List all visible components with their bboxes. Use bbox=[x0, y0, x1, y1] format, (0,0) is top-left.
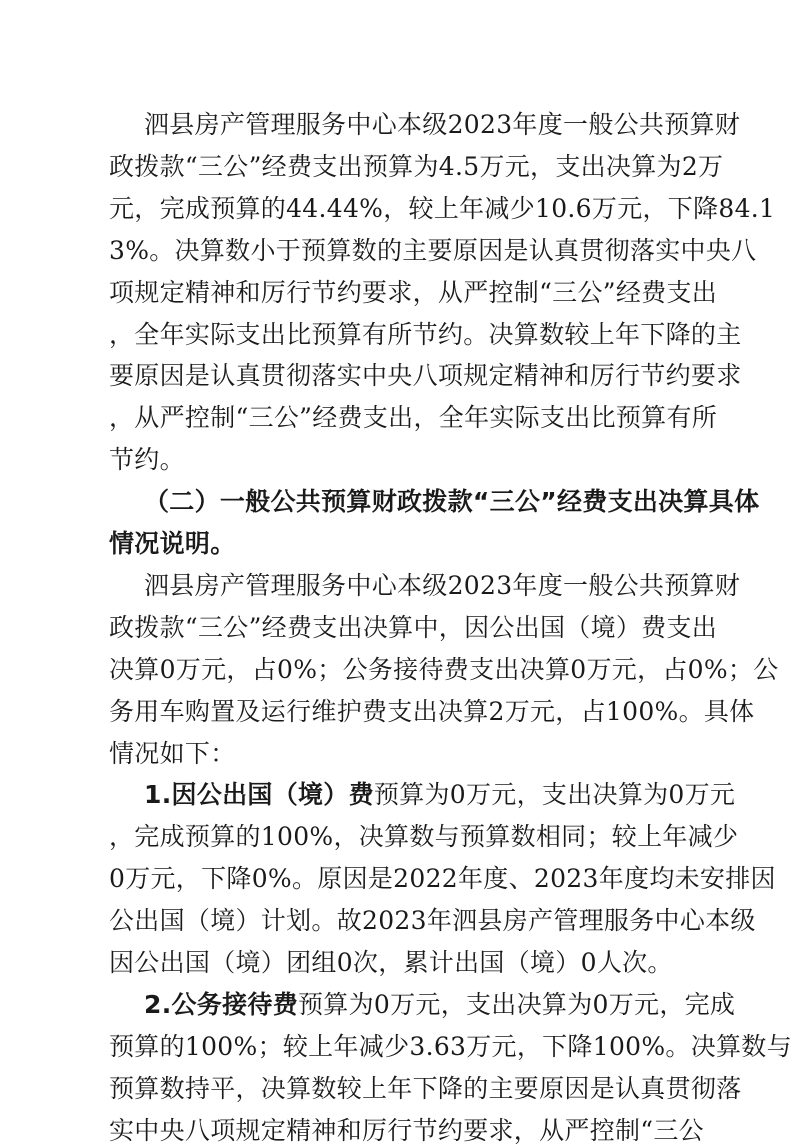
paragraph-line: 预算数持平，决算数较上年下降的主要原因是认真贯彻落 bbox=[109, 1074, 742, 1103]
paragraph-line: 泗县房产管理服务中心本级2023年度一般公共预算财 bbox=[144, 110, 741, 139]
item-text: 预算为0万元，支出决算为0万元，完成 bbox=[298, 990, 736, 1019]
paragraph-line: 要原因是认真贯彻落实中央八项规定精神和厉行节约要求 bbox=[109, 361, 742, 390]
paragraph-line: 决算0万元，占0%；公务接待费支出决算0万元，占0%；公 bbox=[109, 655, 779, 684]
paragraph-line: 因公出国（境）团组0次，累计出国（境）0人次。 bbox=[109, 948, 673, 977]
paragraph-line: 0万元，下降0%。原因是2022年度、2023年度均未安排因 bbox=[109, 864, 776, 893]
paragraph-line: 政拨款“三公”经费支出预算为4.5万元，支出决算为2万 bbox=[109, 152, 724, 181]
paragraph-line bbox=[144, 780, 735, 810]
section-heading: （二）一般公共预算财政拨款“三公”经费支出决算具体 bbox=[144, 487, 760, 516]
paragraph-line: ，完成预算的100%，决算数与预算数相同；较上年减少 bbox=[109, 822, 739, 851]
paragraph-line: 泗县房产管理服务中心本级2023年度一般公共预算财 bbox=[144, 571, 741, 600]
paragraph-line: ，从严控制“三公”经费支出，全年实际支出比预算有所 bbox=[109, 403, 718, 432]
item-heading: 2.公务接待费 bbox=[144, 990, 298, 1019]
paragraph-line: 政拨款“三公”经费支出决算中，因公出国（境）费支出 bbox=[109, 613, 718, 642]
paragraph-line: 3%。决算数小于预算数的主要原因是认真贯彻落实中央八 bbox=[109, 236, 757, 265]
paragraph-line: 公出国（境）计划。故2023年泗县房产管理服务中心本级 bbox=[109, 906, 756, 935]
paragraph-line: 节约。 bbox=[109, 445, 185, 474]
paragraph-line: 务用车购置及运行维护费支出决算2万元，占100%。具体 bbox=[109, 697, 755, 726]
paragraph-line: 情况如下： bbox=[109, 739, 236, 768]
item-text: 预算为0万元，支出决算为0万元 bbox=[373, 780, 736, 809]
paragraph-line: 实中央八项规定精神和厉行节约要求，从严控制“三公 bbox=[109, 1116, 704, 1145]
section-heading: 情况说明。 bbox=[109, 529, 236, 558]
paragraph-line: ，全年实际支出比预算有所节约。决算数较上年下降的主 bbox=[109, 320, 742, 349]
item-heading: 1.因公出国（境）费 bbox=[144, 780, 374, 809]
paragraph-line: 元，完成预算的44.44%，较上年减少10.6万元，下降84.1 bbox=[109, 194, 776, 223]
paragraph-line: 预算的100%；较上年减少3.63万元，下降100%。决算数与 bbox=[109, 1032, 792, 1061]
paragraph-line: 项规定精神和厉行节约要求，从严控制“三公”经费支出 bbox=[109, 278, 718, 307]
paragraph-line bbox=[144, 990, 735, 1020]
